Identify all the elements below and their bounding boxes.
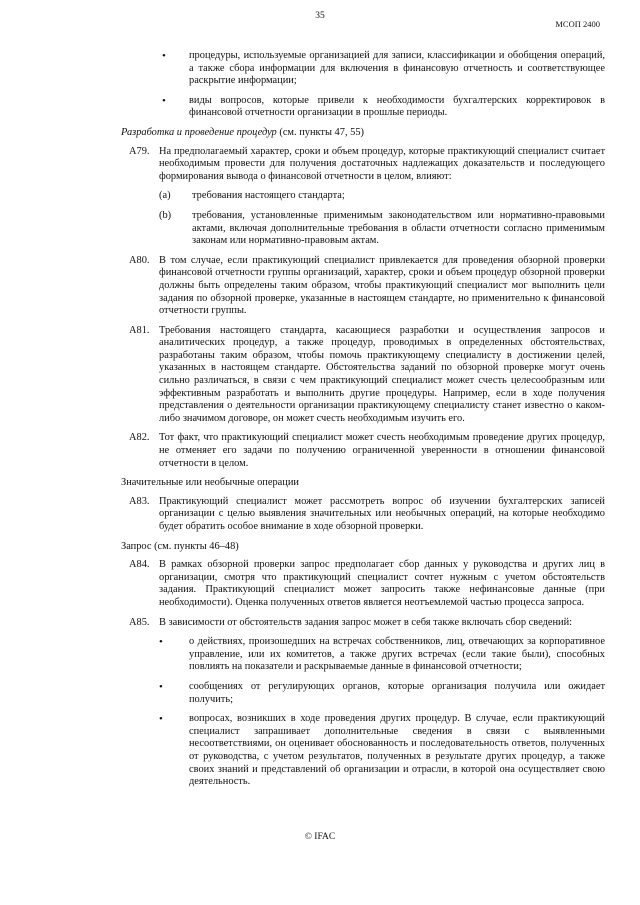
list-item	[159, 190, 605, 203]
bullet-icon: •	[159, 636, 163, 649]
paragraph-number: A83.	[129, 495, 150, 507]
section-heading: Запрос (см. пункты 46–48)	[121, 540, 239, 552]
paragraph-number: A82.	[129, 432, 150, 444]
bullet-item	[159, 636, 605, 674]
paragraph-a81	[121, 325, 605, 426]
paragraph-text: В зависимости от обстоятельств задания запрос может в себя также включать сбор сведений:	[159, 616, 573, 628]
section-heading	[121, 127, 605, 140]
page-body	[121, 50, 605, 796]
bullet-text: о действиях, произошедших на встречах собственников, лиц, отвечающих за корпоративное управление, или их комитетов, а также других встречах (если такие были), способных повлиять на показатели и раскрываемые данные в финансовой отчетности;	[189, 636, 605, 673]
paragraph-a79	[121, 146, 605, 248]
bullet-icon: •	[162, 50, 166, 62]
paragraph-a83	[121, 496, 605, 534]
paragraph-number: A80.	[129, 254, 150, 266]
bullet-item	[159, 681, 605, 706]
paragraph-a84	[121, 559, 605, 609]
standard-code: МСОП 2400	[555, 19, 600, 29]
page-number: 35	[315, 11, 325, 21]
paragraph-number: A79.	[129, 145, 150, 157]
paragraph-text: Практикующий специалист может рассмотреть вопрос об изучении бухгалтерских записей организации с целью выявления значительных или необычных операций, на которые необходимо будет обратить особое внимание в ходе обзорной проверки.	[159, 495, 605, 532]
footer-copyright: © IFAC	[304, 832, 336, 842]
list-item-text: требования, установленные применимым законодательством или нормативно-правовыми актами, включая дополнительные требования в области отчетности согласно применимым законам или нормативно-правовым актам.	[192, 209, 605, 247]
paragraph-text: В рамках обзорной проверки запрос предполагает сбор данных у руководства и других лиц в организации, смотря что практикующий специалист сочтет нужным с учетом обстоятельств задания. Практикующий специалист может запросить также нефинансовые данные (при необходимости). Оценка полученных ответов является неотъемлемой частью процесса запроса.	[159, 559, 605, 608]
bullet-icon: •	[159, 713, 163, 726]
section-heading-title: Разработка и проведение процедур	[121, 126, 277, 138]
bullet-item	[159, 713, 605, 789]
bullet-item	[121, 50, 605, 88]
paragraph-a82	[121, 432, 605, 470]
section-heading-ref: (см. пункты 47, 55)	[276, 126, 364, 138]
paragraph-text: Требования настоящего стандарта, касающиеся разработки и осуществления запросов и аналитических процедур, а также процедур, проводимых в определенных обстоятельствах, разработаны таким образом, чтобы помочь практикующему специалисту в достижении целей, указанных в настоящем стандарте. Обстоятельства заданий по обзорной проверке могут очень сильно различаться, в связи с чем практикующий специалист может счесть целесообразным или эффективным разработать и выполнить другие процедуры. Например, если в ходе получения представления о деятельности организации практикующему специалисту станет известно о каком-либо значимом договоре, он может счесть необходимым изучить его.	[159, 324, 605, 424]
paragraph-text: На предполагаемый характер, сроки и объем процедур, которые практикующий специалист считает необходимым провести для получения достаточных надлежащих доказательств и последующего формирования вывода о финансовой отчетности в целом, влияют:	[159, 145, 605, 182]
paragraph-text: В том случае, если практикующий специалист привлекается для проведения обзорной проверки финансовой отчетности группы организаций, характер, сроки и объем процедур обзорной проверки должны быть определены таким образом, чтобы практикующий специалист мог выполнить цели задания по обзорной проверке, указанные в настоящем стандарте, но применительно к финансовой отчетности группы.	[159, 254, 605, 317]
paragraph-number: A84.	[129, 559, 150, 571]
bullet-text: процедуры, используемые организацией для записи, классификации и обобщения операций, а также сбора информации для включения в финансовую отчетность и соответствующее раскрытие информации;	[189, 50, 605, 87]
paragraph-a85	[121, 617, 605, 789]
list-item-label: (a)	[159, 190, 171, 202]
list-item-text: требования настоящего стандарта;	[192, 190, 345, 202]
bullet-text: сообщениях от регулирующих органов, которые организация получила или ожидает получить;	[189, 680, 605, 705]
list-item-label: (b)	[159, 209, 172, 221]
list-item	[159, 210, 605, 248]
paragraph-text: Тот факт, что практикующий специалист может счесть необходимым проведение других процедур, не отменяет его задачи по получению ограниченной уверенности в отношении финансовой отчетности в целом.	[159, 432, 605, 469]
bullet-text: виды вопросов, которые привели к необходимости бухгалтерских корректировок в финансовой отчетности организации в прошлые периоды.	[189, 94, 605, 119]
bullet-text: вопросах, возникших в ходе проведения других процедур. В случае, если практикующий специалист запрашивает дополнительные сведения в связи с выявленными несоответствиями, он оценивает обоснованность и последовательность ответов, полученных от руководства, с учетом результатов, полученных в результате других процедур, а также своих знаний и представлений об организации и отрасли, в которой она осуществляет свою деятельность.	[189, 713, 605, 788]
bullet-item	[121, 95, 605, 120]
bullet-icon: •	[162, 94, 166, 107]
section-heading: Значительные или необычные операции	[121, 477, 299, 489]
paragraph-number: A85.	[129, 616, 150, 628]
bullet-icon: •	[159, 680, 163, 693]
paragraph-a80	[121, 255, 605, 318]
paragraph-number: A81.	[129, 324, 150, 336]
